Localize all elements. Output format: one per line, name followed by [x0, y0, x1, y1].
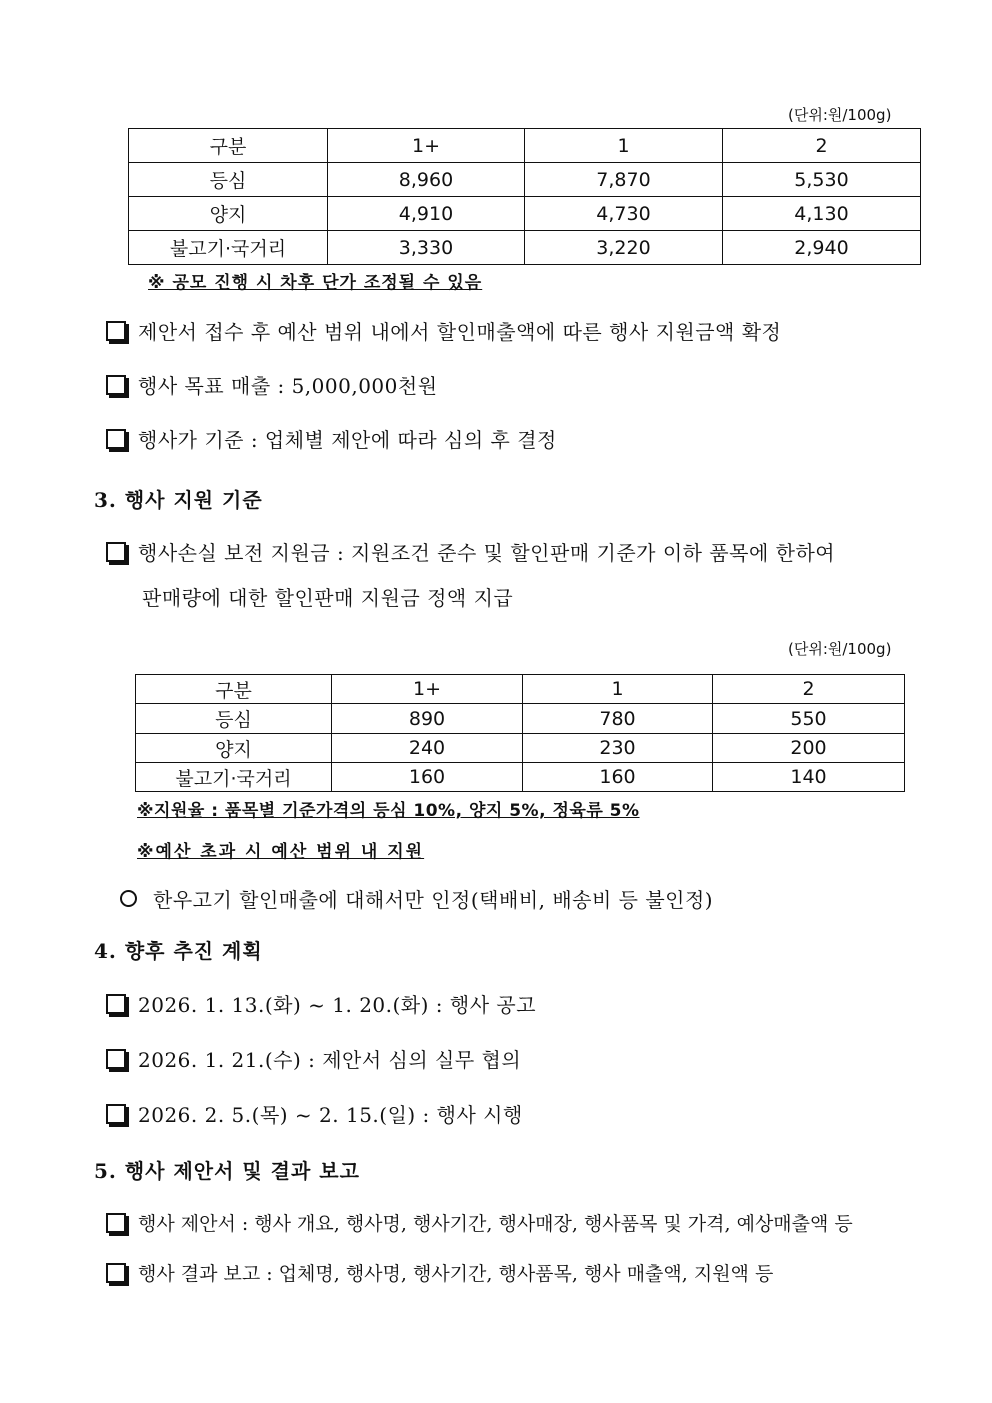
table-cell: 2,940: [723, 231, 921, 265]
bullet-text: 제안서 접수 후 예산 범위 내에서 할인매출액에 따른 행사 지원금액 확정: [138, 320, 782, 344]
table-cell: 550: [713, 704, 905, 734]
checkbox-bullet-icon: [106, 1049, 126, 1069]
checkbox-bullet-icon: [106, 375, 126, 395]
bullet-text: 행사 목표 매출 : 5,000,000천원: [138, 374, 438, 398]
header-cell: 1: [523, 675, 713, 704]
table-cell: 160: [523, 763, 713, 792]
table-cell: 4,730: [525, 197, 723, 231]
bullet-continuation: 판매량에 대한 할인판매 지원금 정액 지급: [142, 586, 514, 610]
table-cell: 등심: [136, 704, 332, 734]
bullet-item: [106, 424, 557, 453]
table-cell: 불고기·국거리: [136, 763, 332, 792]
schedule-item: [106, 989, 536, 1018]
checkbox-bullet-icon: [106, 1263, 126, 1283]
table-cell: 160: [332, 763, 523, 792]
table2-note-budget: ※예산 초과 시 예산 범위 내 지원: [137, 842, 425, 862]
table-header-row: [136, 675, 905, 704]
table-row: [129, 231, 921, 265]
schedule-text: 2026. 1. 21.(수) : 제안서 심의 실무 협의: [138, 1048, 522, 1072]
schedule-text: 2026. 2. 5.(목) ~ 2. 15.(일) : 행사 시행: [138, 1103, 523, 1127]
report-item: [106, 1259, 773, 1286]
bullet-item: [106, 316, 781, 345]
schedule-item: [106, 1044, 521, 1073]
bullet-item: [106, 537, 835, 566]
table-cell: 8,960: [328, 163, 525, 197]
bullet-text: 행사가 기준 : 업체별 제안에 따라 심의 후 결정: [138, 428, 557, 452]
support-table: [135, 674, 905, 792]
schedule-item: [106, 1099, 523, 1128]
report-item: [106, 1209, 853, 1236]
checkbox-bullet-icon: [106, 994, 126, 1014]
table-cell: 3,220: [525, 231, 723, 265]
circle-bullet-icon: [120, 890, 137, 907]
table1-unit: (단위:원/100g): [788, 106, 892, 124]
checkbox-bullet-icon: [106, 1104, 126, 1124]
table-header-row: [129, 129, 921, 163]
header-cell: 1+: [328, 129, 525, 163]
circle-item-text: 한우고기 할인매출에 대해서만 인정(택배비, 배송비 등 불인정): [153, 888, 714, 912]
table-cell: 200: [713, 734, 905, 763]
table-cell: 240: [332, 734, 523, 763]
header-cell: 구분: [136, 675, 332, 704]
table-row: [136, 704, 905, 734]
table-cell: 7,870: [525, 163, 723, 197]
circle-item: [120, 884, 713, 913]
checkbox-bullet-icon: [106, 1213, 126, 1233]
checkbox-bullet-icon: [106, 542, 126, 562]
section-heading: 4. 향후 추진 계획: [94, 939, 263, 963]
price-table: [128, 128, 921, 265]
schedule-text: 2026. 1. 13.(화) ~ 1. 20.(화) : 행사 공고: [138, 993, 537, 1017]
table1-note: ※ 공모 진행 시 차후 단가 조정될 수 있음: [148, 273, 483, 293]
table-row: [129, 163, 921, 197]
table-cell: 불고기·국거리: [129, 231, 328, 265]
checkbox-bullet-icon: [106, 429, 126, 449]
table-cell: 양지: [129, 197, 328, 231]
table-cell: 4,130: [723, 197, 921, 231]
table-cell: 140: [713, 763, 905, 792]
table-row: [136, 763, 905, 792]
table-row: [136, 734, 905, 763]
table2-note-rate: ※지원율 : 품목별 기준가격의 등심 10%, 양지 5%, 정육류 5%: [137, 801, 640, 821]
table2-unit: (단위:원/100g): [788, 640, 892, 658]
table-cell: 양지: [136, 734, 332, 763]
bullet-item: [106, 370, 438, 399]
header-cell: 1+: [332, 675, 523, 704]
bullet-text: 행사손실 보전 지원금 : 지원조건 준수 및 할인판매 기준가 이하 품목에 한하여: [138, 541, 836, 565]
table-cell: 890: [332, 704, 523, 734]
table-row: [129, 197, 921, 231]
table-cell: 5,530: [723, 163, 921, 197]
checkbox-bullet-icon: [106, 321, 126, 341]
table-cell: 등심: [129, 163, 328, 197]
report-text: 행사 제안서 : 행사 개요, 행사명, 행사기간, 행사매장, 행사품목 및 가격, 예상매출액 등: [138, 1213, 853, 1235]
table-cell: 3,330: [328, 231, 525, 265]
header-cell: 1: [525, 129, 723, 163]
header-cell: 2: [723, 129, 921, 163]
section-heading: 3. 행사 지원 기준: [94, 488, 263, 512]
table-cell: 780: [523, 704, 713, 734]
header-cell: 구분: [129, 129, 328, 163]
table-cell: 4,910: [328, 197, 525, 231]
table-cell: 230: [523, 734, 713, 763]
report-text: 행사 결과 보고 : 업체명, 행사명, 행사기간, 행사품목, 행사 매출액, 지원액 등: [138, 1263, 774, 1285]
section-heading: 5. 행사 제안서 및 결과 보고: [94, 1159, 360, 1183]
header-cell: 2: [713, 675, 905, 704]
